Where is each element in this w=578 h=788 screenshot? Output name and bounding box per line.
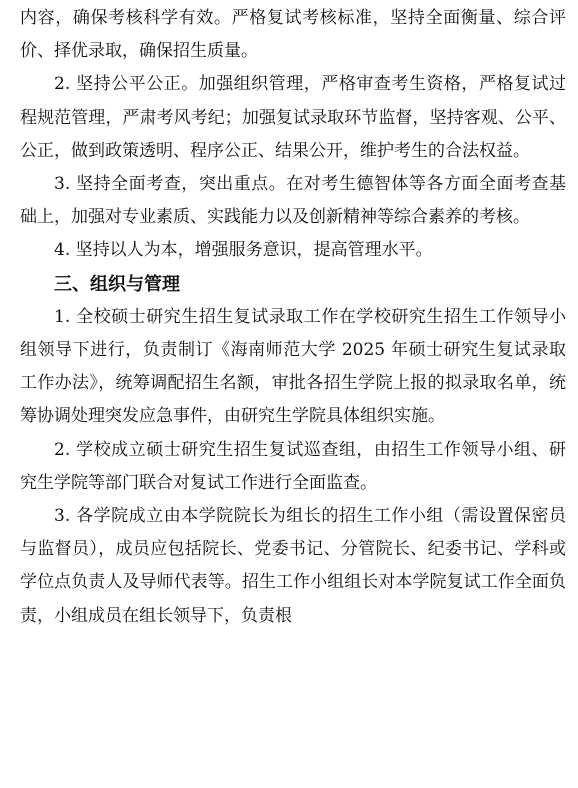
- paragraph-item-2: 2. 坚持公平公正。加强组织管理，严格审查考生资格，严格复试过程规范管理，严肃考风考纪；加强复试录取环节监督，坚持客观、公平、公正，做到政策透明、程序公正、结果公开，维护考生的合法权益。: [20, 74, 566, 161]
- section-paragraph-1: 1. 全校硕士研究生招生复试录取工作在学校研究生招生工作领导小组领导下进行，负责制订《海南师范大学 2025 年硕士研究生复试录取工作办法》，统筹调配招生名额，审批各招生学院上报的拟录取名单，统筹协调处理突发应急事件，由研究生学院具体组织实施。: [20, 306, 566, 427]
- paragraph-item-3: 3. 坚持全面考查，突出重点。在对考生德智体等各方面全面考查基础上，加强对专业素质、实践能力以及创新精神等综合素养的考核。: [20, 174, 566, 228]
- section-paragraph-2: 2. 学校成立硕士研究生招生复试巡查组，由招生工作领导小组、研究生学院等部门联合对复试工作进行全面监查。: [20, 439, 566, 493]
- paragraph-item-4: 4. 坚持以人为本，增强服务意识，提高管理水平。: [54, 240, 433, 261]
- section-heading: 三、组织与管理: [54, 273, 180, 295]
- paragraph-continued: 内容，确保考核科学有效。严格复试考核标准，坚持全面衡量、综合评价、择优录取，确保招生质量。: [20, 8, 566, 62]
- section-paragraph-3: 3. 各学院成立由本学院院长为组长的招生工作小组（需设置保密员与监督员），成员应包括院长、党委书记、分管院长、纪委书记、学科或学位点负责人及导师代表等。招生工作小组组长对本学院复试工作全面负责，小组成员在组长领导下，负责根: [20, 506, 566, 626]
